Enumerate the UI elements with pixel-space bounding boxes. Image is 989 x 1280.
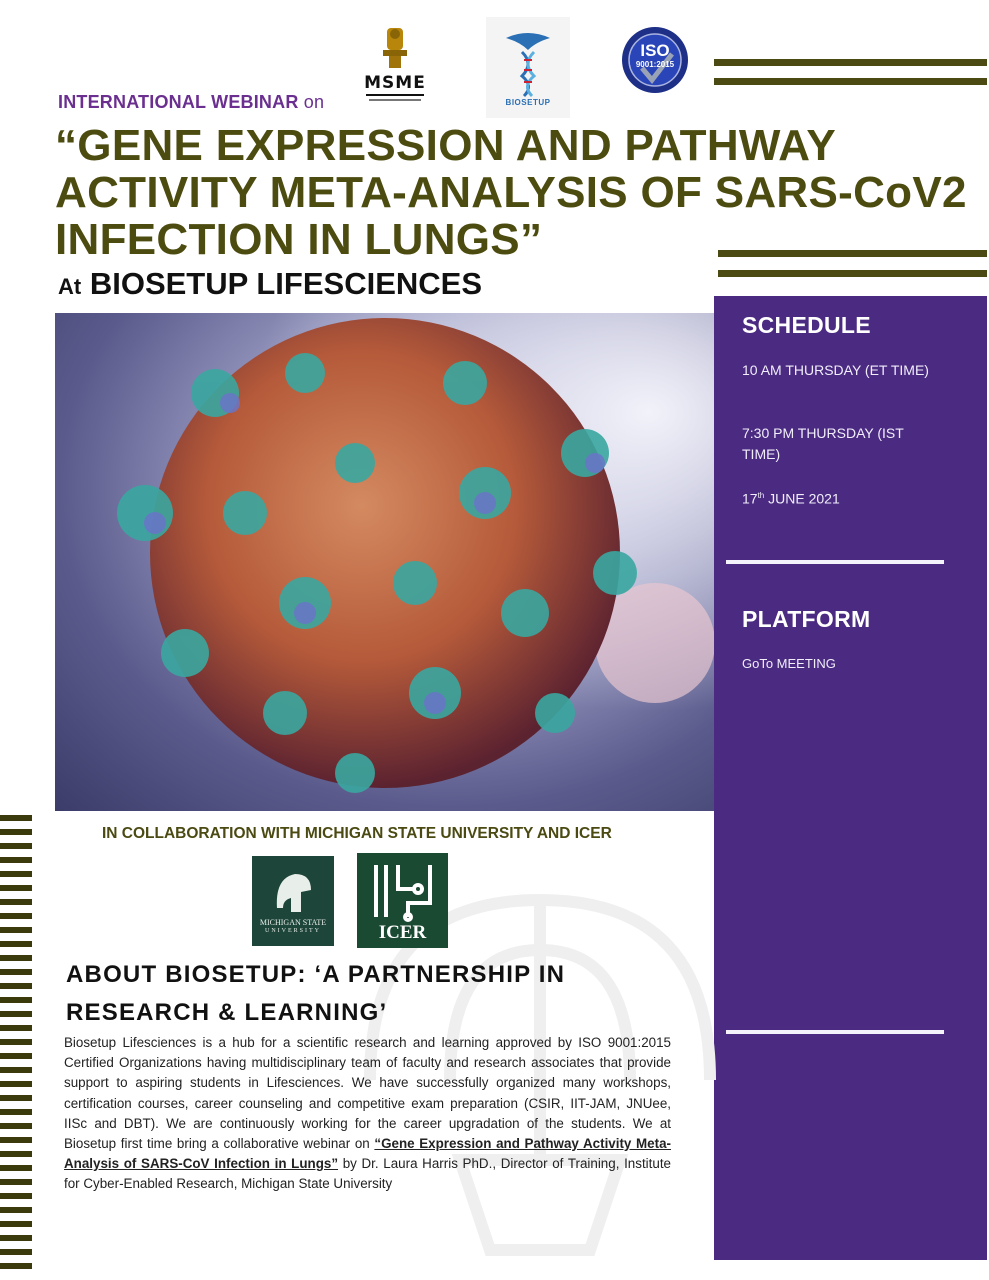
iso-logo-text: ISO bbox=[640, 41, 670, 60]
icer-logo bbox=[357, 853, 448, 948]
venue-prefix: At bbox=[58, 274, 82, 299]
about-body bbox=[64, 1033, 671, 1195]
platform-heading: PLATFORM bbox=[742, 606, 871, 632]
schedule-panel bbox=[714, 296, 987, 1260]
virus-illustration bbox=[55, 313, 714, 811]
coronavirus-image bbox=[55, 313, 714, 811]
icer-logo-text: ICER bbox=[378, 921, 427, 943]
spartan-helmet-icon bbox=[271, 868, 315, 918]
circuit-icon bbox=[368, 859, 438, 923]
emblem-icon bbox=[375, 24, 415, 74]
msu-logo bbox=[252, 856, 334, 946]
schedule-heading: SCHEDULE bbox=[742, 312, 871, 338]
biosetup-logo bbox=[486, 17, 570, 118]
iso-logo-subtext: 9001:2015 bbox=[635, 60, 675, 69]
msme-logo bbox=[362, 16, 428, 108]
venue-name: BIOSETUP LIFESCIENCES bbox=[89, 266, 483, 301]
schedule-date-day: 17 bbox=[742, 490, 758, 507]
schedule-time-et: 10 AM THURSDAY (ET TIME) bbox=[742, 362, 929, 378]
about-body-text-2: by Dr. Laura Harris PhD., Director of Training, Institute for Cyber-Enabled Research, Michigan State University bbox=[64, 1156, 671, 1192]
iso-logo bbox=[620, 22, 690, 98]
panel-divider bbox=[726, 1030, 944, 1034]
event-type-on: on bbox=[303, 92, 325, 112]
panel-divider bbox=[726, 560, 944, 564]
schedule-date bbox=[742, 485, 942, 510]
header-decor-bar bbox=[718, 270, 987, 277]
msu-logo-text-2: UNIVERSITY bbox=[265, 928, 321, 934]
biosetup-logo-text: BIOSETUP bbox=[505, 98, 551, 107]
page-title: “GENE EXPRESSION AND PATHWAY ACTIVITY META-ANALYSIS OF SARS-CoV2 INFECTION IN LUNGS” bbox=[55, 121, 967, 264]
event-type: INTERNATIONAL WEBINAR bbox=[58, 92, 299, 112]
event-venue bbox=[58, 266, 482, 302]
left-stripe-decor bbox=[0, 815, 32, 1275]
about-body-text: Biosetup Lifesciences is a hub for a scientific research and learning approved by ISO 9001:2015 Certified Organizations having multidisciplinary team of faculty and research associates that provide support to aspiring students in Lifesciences. We have successfully organized many workshops, certification courses, career counseling and competitive exam preparation (CSIR, IIT-JAM, JNUee, IISc and DBT). We are continuously working for the career upgradation of the students. We at Biosetup first time bring a collaborative webinar on bbox=[64, 1035, 671, 1152]
platform-value: GoTo MEETING bbox=[742, 656, 836, 671]
schedule-date-suffix: th bbox=[757, 491, 765, 500]
dna-icon bbox=[498, 28, 558, 98]
msme-logo-text: MSME bbox=[364, 72, 426, 93]
header-decor-bar bbox=[714, 59, 987, 66]
webinar-title-link[interactable]: “Gene Expression and Pathway Activity Meta-Analysis of SARS-CoV Infection in Lungs” bbox=[64, 1136, 672, 1172]
event-kicker bbox=[58, 92, 324, 113]
collaboration-text: IN COLLABORATION WITH MICHIGAN STATE UNIVERSITY AND ICER bbox=[102, 825, 612, 842]
schedule-date-rest: JUNE 2021 bbox=[764, 490, 840, 507]
msu-logo-text-1: MICHIGAN STATE bbox=[259, 918, 327, 927]
about-heading: ABOUT BIOSETUP: ‘A PARTNERSHIP IN RESEARCH & LEARNING’ bbox=[66, 961, 566, 1026]
schedule-time-ist: 7:30 PM THURSDAY (IST TIME) bbox=[742, 425, 904, 462]
header-decor-bar bbox=[714, 78, 987, 85]
